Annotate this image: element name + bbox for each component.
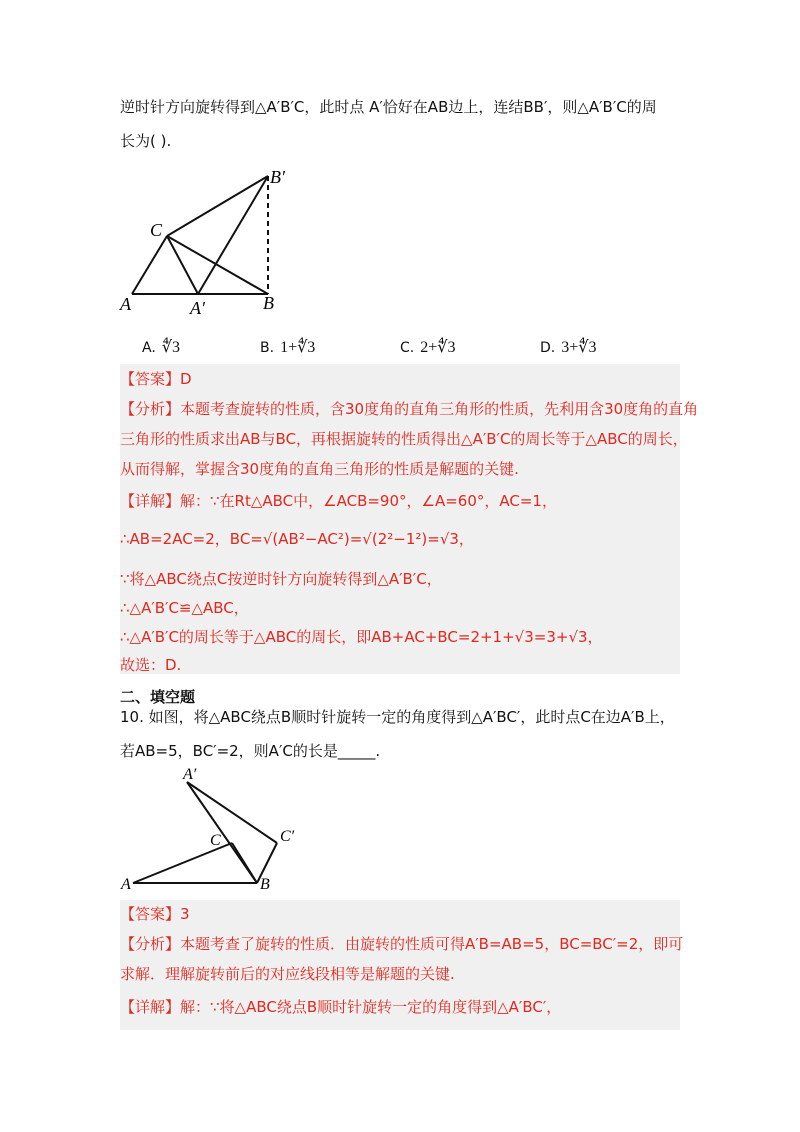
q10-analysis-line-2: 求解．理解旋转前后的对应线段相等是解题的关键. <box>120 965 455 983</box>
option-c-value: 2+∜3 <box>420 339 456 356</box>
label-C-prime: C′ <box>280 828 295 845</box>
q9-analysis-line-1: 【分析】本题考查旋转的性质，含30度角的直角三角形的性质，先利用含30度角的直角 <box>120 400 699 418</box>
option-d-letter: D. <box>540 340 556 356</box>
segment-A1B <box>187 782 257 883</box>
q9-answer: 【答案】D <box>120 370 192 388</box>
label-B: B <box>260 876 270 892</box>
option-a-value: ∜3 <box>161 339 180 356</box>
option-a <box>142 337 180 357</box>
q9-detail-line-3: ∵将△ABC绕点C按逆时针方向旋转得到△A′B′C， <box>120 570 442 588</box>
label-A: A <box>120 294 131 314</box>
label-A: A <box>121 876 131 892</box>
q9-analysis-line-3: 从而得解，掌握含30度角的直角三角形的性质是解题的关键. <box>120 460 519 478</box>
option-b <box>260 337 315 357</box>
q9-analysis-line-2: 三角形的性质求出AB与BC，再根据旋转的性质得出△A′B′C的周长等于△ABC的周长， <box>120 430 688 448</box>
label-A-prime: A′ <box>183 766 197 783</box>
option-c <box>400 337 455 357</box>
q9-detail-line-1: 【详解】解：∵在Rt△ABC中，∠ACB=90°，∠A=60°，AC=1， <box>120 492 557 510</box>
option-d-value: 3+∜3 <box>561 339 597 356</box>
figure-rotation-triangle-2 <box>115 762 315 892</box>
segment-A1B1 <box>198 176 268 294</box>
q10-text-line-2: 若AB=5，BC′=2，则A′C的长是_____. <box>120 742 381 760</box>
option-c-letter: C. <box>400 340 415 356</box>
segment-A1C1 <box>187 782 277 843</box>
q10-analysis-line-1: 【分析】本题考查了旋转的性质．由旋转的性质可得A′B=AB=5，BC=BC′=2，即可 <box>120 935 684 953</box>
section-title: 二、填空题 <box>120 688 196 706</box>
option-a-letter: A. <box>142 340 156 356</box>
q9-detail-line-6: 故选：D. <box>120 656 182 674</box>
segment-AC <box>133 843 232 883</box>
option-b-letter: B. <box>260 340 275 356</box>
q9-detail-line-5: ∴△A′B′C的周长等于△ABC的周长，即AB+AC+BC=2+1+√3=3+√3， <box>120 628 603 646</box>
label-B-prime: B′ <box>270 167 285 187</box>
question-text-line-2: 长为( ). <box>120 132 172 150</box>
option-b-value: 1+∜3 <box>280 339 316 356</box>
q10-detail-line-1: 【详解】解：∵将△ABC绕点B顺时针旋转一定的角度得到△A′BC′， <box>120 998 562 1016</box>
q9-detail-line-4: ∴△A′B′C≌△ABC， <box>120 599 249 617</box>
label-C: C <box>210 832 221 849</box>
q10-text-line-1: 10. 如图，将△ABC绕点B顺时针旋转一定的角度得到△A′BC′，此时点C在边A′B上， <box>120 708 675 726</box>
segment-AC <box>132 236 167 294</box>
question-text-line-1: 逆时针方向旋转得到△A′B′C，此时点 A′恰好在AB边上，连结BB′，则△A′B′C的周 <box>120 98 657 116</box>
figure-rotation-triangle-1 <box>115 165 315 315</box>
segment-CB1 <box>167 176 268 236</box>
label-A-prime: A′ <box>190 298 205 315</box>
q10-answer: 【答案】3 <box>120 905 190 923</box>
label-C: C <box>150 220 163 240</box>
label-B: B <box>263 293 274 313</box>
option-d <box>540 337 596 357</box>
q9-detail-line-2: ∴AB=2AC=2，BC=√(AB²−AC²)=√(2²−1²)=√3， <box>120 530 474 548</box>
